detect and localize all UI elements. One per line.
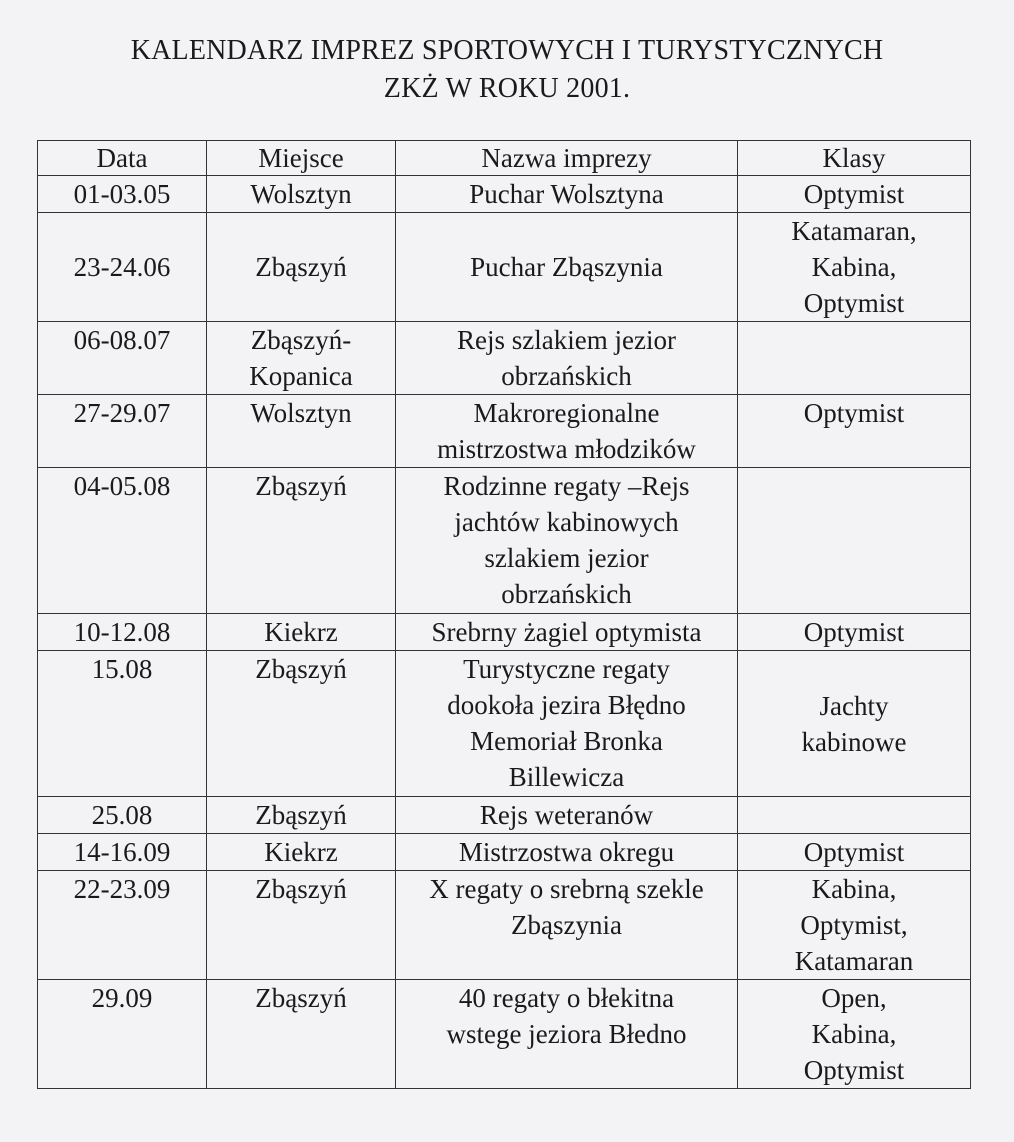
table-row [38, 213, 971, 322]
cell-date: 27-29.07 [38, 395, 207, 468]
table-row [38, 834, 971, 871]
cell-event: Srebrny żagiel optymista [396, 614, 738, 651]
cell-classes: Katamaran, Kabina, Optymist [738, 213, 971, 322]
table-row [38, 651, 971, 797]
cell-place: Kiekrz [207, 614, 396, 651]
table-row [38, 322, 971, 395]
table-row [38, 395, 971, 468]
table-header-row [38, 141, 971, 176]
cell-event: 40 regaty o błekitna wstege jeziora Błedno [396, 980, 738, 1089]
cell-classes: Kabina, Optymist, Katamaran [738, 871, 971, 980]
cell-place: Zbąszyń [207, 980, 396, 1089]
cell-date: 01-03.05 [38, 176, 207, 213]
cell-date: 10-12.08 [38, 614, 207, 651]
table-row [38, 871, 971, 980]
table-row [38, 980, 971, 1089]
cell-date: 23-24.06 [38, 213, 207, 322]
cell-date: 25.08 [38, 797, 207, 834]
cell-event: Puchar Wolsztyna [396, 176, 738, 213]
cell-event: Puchar Zbąszynia [396, 213, 738, 322]
cell-classes [738, 322, 971, 395]
cell-event: X regaty o srebrną szekle Zbąszynia [396, 871, 738, 980]
cell-place: Zbąszyń- Kopanica [207, 322, 396, 395]
cell-place: Zbąszyń [207, 213, 396, 322]
cell-classes: Optymist [738, 614, 971, 651]
cell-event: Makroregionalne mistrzostwa młodzików [396, 395, 738, 468]
cell-classes [738, 468, 971, 614]
cell-place: Wolsztyn [207, 395, 396, 468]
events-calendar-table [37, 140, 971, 1089]
cell-place: Zbąszyń [207, 468, 396, 614]
header-date: Data [38, 141, 207, 176]
table-row [38, 176, 971, 213]
cell-classes: Optymist [738, 395, 971, 468]
cell-event: Rejs szlakiem jezior obrzańskich [396, 322, 738, 395]
table-row [38, 468, 971, 614]
cell-date: 06-08.07 [38, 322, 207, 395]
cell-date: 29.09 [38, 980, 207, 1089]
table-row [38, 614, 971, 651]
cell-classes: Optymist [738, 834, 971, 871]
cell-date: 22-23.09 [38, 871, 207, 980]
cell-date: 14-16.09 [38, 834, 207, 871]
cell-date: 15.08 [38, 651, 207, 797]
cell-place: Zbąszyń [207, 651, 396, 797]
cell-place: Kiekrz [207, 834, 396, 871]
cell-classes: Optymist [738, 176, 971, 213]
cell-event: Rejs weteranów [396, 797, 738, 834]
cell-event: Rodzinne regaty –Rejs jachtów kabinowych szlakiem jezior obrzańskich [396, 468, 738, 614]
header-place: Miejsce [207, 141, 396, 176]
document-subtitle: ZKŻ W ROKU 2001. [383, 73, 631, 104]
document-title: KALENDARZ IMPREZ SPORTOWYCH I TURYSTYCZNYCH [130, 35, 884, 66]
cell-date: 04-05.08 [38, 468, 207, 614]
cell-classes: Jachty kabinowe [738, 651, 971, 797]
cell-classes: Open, Kabina, Optymist [738, 980, 971, 1089]
cell-place: Zbąszyń [207, 797, 396, 834]
table-row [38, 797, 971, 834]
cell-place: Zbąszyń [207, 871, 396, 980]
header-classes: Klasy [738, 141, 971, 176]
cell-classes [738, 797, 971, 834]
header-event: Nazwa imprezy [396, 141, 738, 176]
cell-place: Wolsztyn [207, 176, 396, 213]
cell-event: Mistrzostwa okregu [396, 834, 738, 871]
cell-event: Turystyczne regaty dookoła jezira Błędno Memoriał Bronka Billewicza [396, 651, 738, 797]
